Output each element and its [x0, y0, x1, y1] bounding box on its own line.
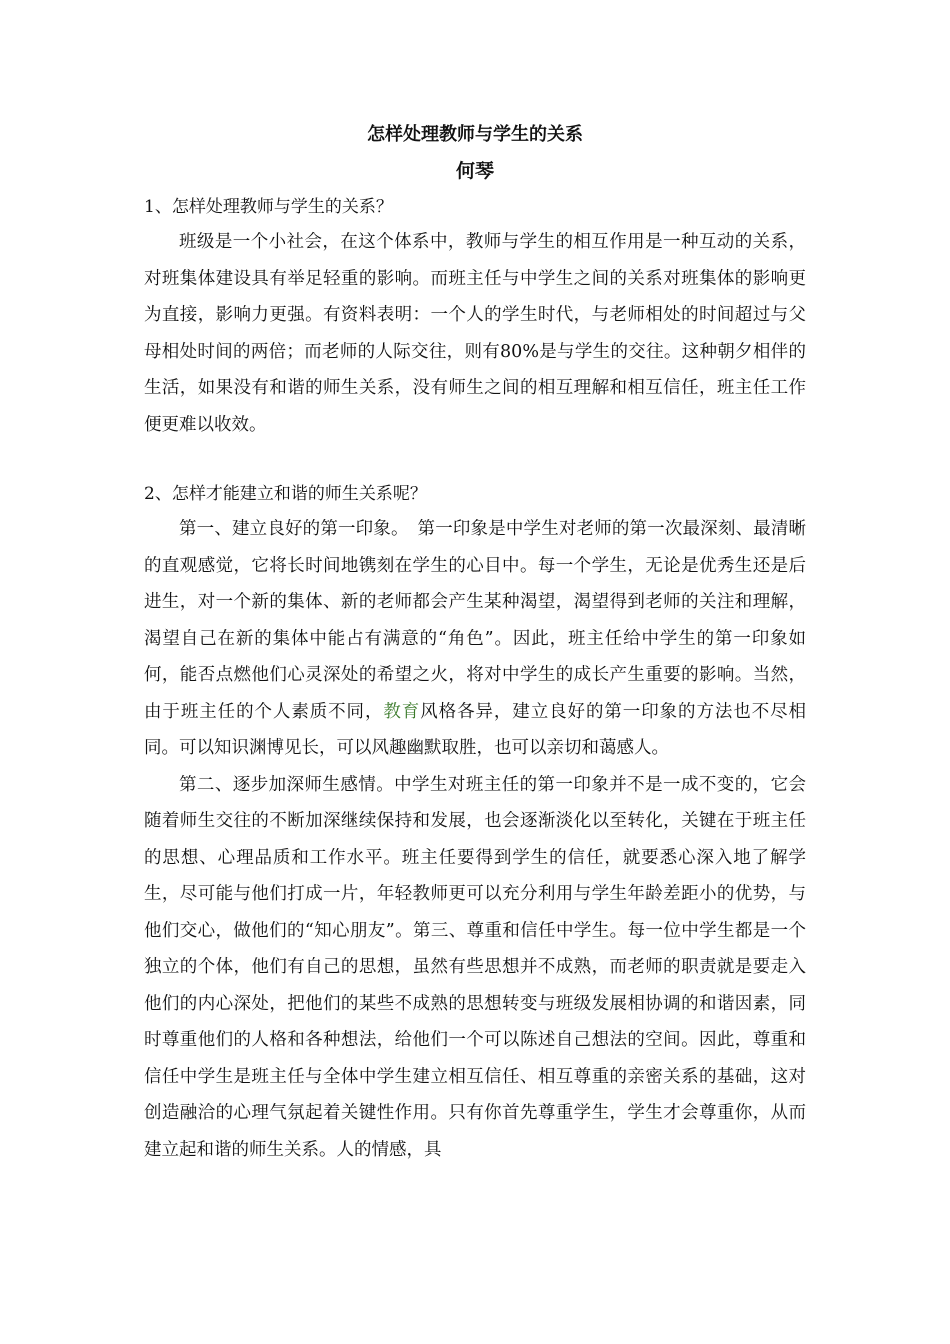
paragraph1-text-after-link: 风格各异，建立良好的第一印象的方法也不尽相同。可以知识渊博见长，可以风趣幽默取胜，也可以亲切和蔼感人。 [144, 701, 807, 758]
section2-paragraph-2: 第二、逐步加深师生感情。中学生对班主任的第一印象并不是一成不变的，它会随着师生交往的不断加深继续保持和发展，也会逐渐淡化以至转化，关键在于班主任的思想、心理品质和工作水平。班主任要得到学生的信任，就要悉心深入地了解学生，尽可能与他们打成一片，年轻教师更可以充分利用与学生年龄差距小的优势，与他们交心，做他们的“知心朋友”。第三、尊重和信任中学生。每一位中学生都是一个独立的个体，他们有自己的思想，虽然有些思想并不成熟，而老师的职责就是要走入他们的内心深处，把他们的某些不成熟的思想转变与班级发展相协调的和谐因素，同时尊重他们的人格和各种想法，给他们一个可以陈述自己想法的空间。因此，尊重和信任中学生是班主任与全体中学生建立相互信任、相互尊重的亲密关系的基础，这对创造融洽的心理气氛起着关键性作用。只有你首先尊重学生，学生才会尊重你，从而建立起和谐的师生关系。人的情感，具 [144, 774, 806, 1160]
section1-paragraph: 班级是一个小社会，在这个体系中，教师与学生的相互作用是一种互动的关系，对班集体建设具有举足轻重的影响。而班主任与中学生之间的关系对班集体的影响更为直接，影响力更强。有资料表明：一个人的学生时代，与老师相处的时间超过与父母相处时间的两倍；而老师的人际交往，则有80%是与学生的交往。这种朝夕相伴的生活，如果没有和谐的师生关系，没有师生之间的相互理解和相互信任，班主任工作便更难以收效。 [144, 232, 806, 435]
section2-heading: 2、怎样才能建立和谐的师生关系呢？ [144, 484, 427, 504]
document-title: 怎样处理教师与学生的关系 [367, 124, 583, 145]
section1-heading: 1、怎样处理教师与学生的关系？ [144, 197, 393, 217]
education-link[interactable]: 教育 [383, 701, 421, 722]
section2-paragraph-1 [144, 511, 806, 767]
document-author: 何琴 [455, 160, 494, 182]
section-gap [144, 443, 806, 477]
paragraph1-text-before-link: 第一、建立良好的第一印象。 第一印象是中学生对老师的第一次最深刻、最清晰的直观感觉，它将长时间地镌刻在学生的心目中。每一个学生，无论是优秀生还是后进生，对一个新的集体、新的老师都会产生某种渴望，渴望得到老师的关注和理解，渴望自己在新的集体中能占有满意的“角色”。因此，班主任给中学生的第一印象如何，能否点燃他们心灵深处的希望之火，将对中学生的成长产生重要的影响。当然，由于班主任的个人素质不同， [144, 519, 806, 722]
